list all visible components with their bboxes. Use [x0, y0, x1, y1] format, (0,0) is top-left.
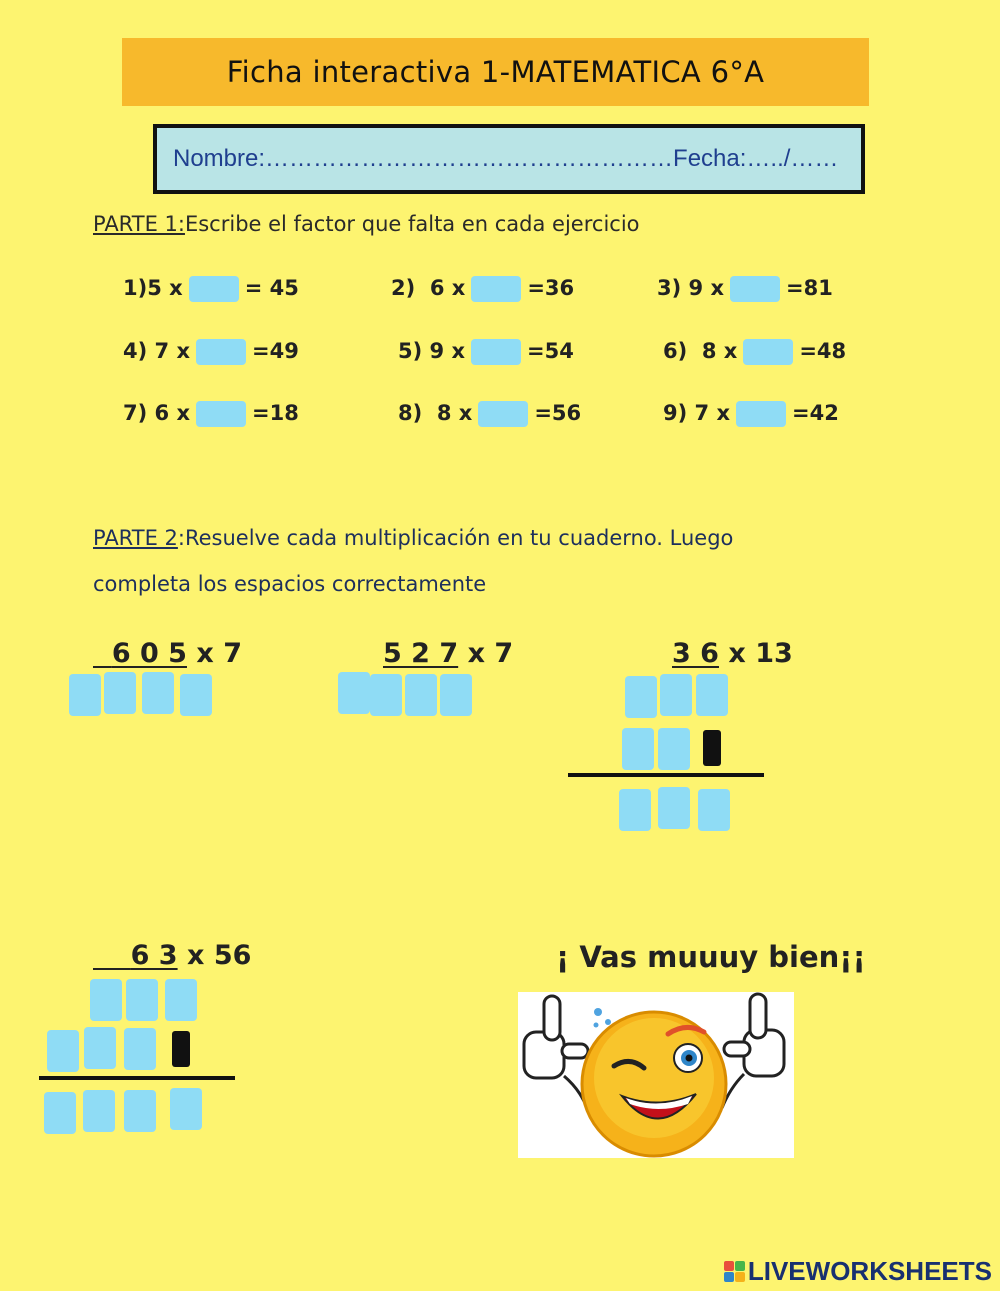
- multiplicand-digits: 6 0 5: [111, 638, 187, 669]
- exercise-left: 7 x: [154, 339, 190, 363]
- exercise-7: [123, 401, 299, 427]
- answer-box[interactable]: [440, 674, 472, 716]
- exercise-left: 6 x: [154, 401, 190, 425]
- winking-smiley-thumbs-up-icon: [518, 992, 794, 1158]
- answer-box[interactable]: [658, 787, 690, 829]
- exercise-1: [123, 276, 299, 302]
- placeholder-zero-block: [703, 730, 721, 766]
- sum-line: [39, 1076, 235, 1080]
- missing-factor-input-8[interactable]: [478, 401, 528, 427]
- exercise-right: =18: [252, 401, 299, 425]
- part1-label: PARTE 1:: [93, 212, 185, 236]
- answer-box[interactable]: [142, 672, 174, 714]
- exercise-number: 3): [657, 276, 682, 300]
- exercise-4: [123, 339, 299, 365]
- exercise-number: 1): [123, 276, 148, 300]
- exercise-8: [398, 401, 581, 427]
- exercise-6: [663, 339, 846, 365]
- multiplicand: [93, 638, 187, 669]
- exercise-right: = 45: [244, 276, 299, 300]
- multiplicand-digits: 5 2 7: [383, 638, 459, 669]
- sum-line: [568, 773, 764, 777]
- multiplier: x 7: [467, 638, 514, 669]
- answer-box[interactable]: [126, 979, 158, 1021]
- answer-box[interactable]: [625, 676, 657, 718]
- name-date-line: Nombre:……………………………………………Fecha:…../……: [173, 145, 839, 172]
- exercise-number: 9): [663, 401, 688, 425]
- exercise-right: =48: [799, 339, 847, 363]
- answer-box[interactable]: [90, 979, 122, 1021]
- praise-text: ¡ Vas muuuy bien¡¡: [556, 940, 866, 974]
- missing-factor-input-9[interactable]: [736, 401, 786, 427]
- answer-box[interactable]: [47, 1030, 79, 1072]
- exercise-number: 5): [398, 339, 423, 363]
- exercise-left: 6 x: [429, 276, 466, 300]
- answer-box[interactable]: [619, 789, 651, 831]
- placeholder-zero-block: [172, 1031, 190, 1067]
- missing-factor-input-2[interactable]: [471, 276, 521, 302]
- answer-box[interactable]: [165, 979, 197, 1021]
- liveworksheets-logo: [724, 1256, 992, 1287]
- page-title-text: Ficha interactiva 1-MATEMATICA 6°A: [226, 55, 765, 89]
- answer-box[interactable]: [69, 674, 101, 716]
- problem-63x56: [93, 940, 251, 971]
- part2-label: PARTE 2: [93, 526, 178, 550]
- exercise-9: [663, 401, 839, 427]
- missing-factor-input-7[interactable]: [196, 401, 246, 427]
- exercise-2: [391, 276, 574, 302]
- multiplicand-digits: 6 3: [130, 940, 178, 971]
- answer-box[interactable]: [104, 672, 136, 714]
- problem-527x7: [383, 638, 513, 669]
- exercise-right: =54: [527, 339, 574, 363]
- answer-box[interactable]: [696, 674, 728, 716]
- exercise-right: =49: [252, 339, 299, 363]
- problem-36x13: [672, 638, 793, 669]
- answer-box[interactable]: [170, 1088, 202, 1130]
- answer-box[interactable]: [124, 1028, 156, 1070]
- exercise-number: 7): [123, 401, 148, 425]
- exercise-right: =36: [527, 276, 575, 300]
- page-title: [122, 38, 869, 106]
- problem-605x7: [93, 638, 242, 669]
- exercise-left: 5 x: [147, 276, 183, 300]
- exercise-right: =42: [792, 401, 839, 425]
- exercise-3: [657, 276, 833, 302]
- missing-factor-input-5[interactable]: [471, 339, 521, 365]
- exercise-5: [398, 339, 574, 365]
- answer-box[interactable]: [658, 728, 690, 770]
- missing-factor-input-1[interactable]: [189, 276, 239, 302]
- answer-box[interactable]: [660, 674, 692, 716]
- part1-heading: [93, 212, 640, 236]
- missing-factor-input-6[interactable]: [743, 339, 793, 365]
- multiplicand: [672, 638, 719, 669]
- multiplier: x 56: [187, 940, 252, 971]
- answer-box[interactable]: [124, 1090, 156, 1132]
- exercise-number: 8): [398, 401, 423, 425]
- exercise-right: =81: [786, 276, 833, 300]
- exercise-right: =56: [534, 401, 582, 425]
- part1-instruction: Escribe el factor que falta en cada ejercicio: [184, 212, 640, 236]
- exercise-number: 4): [123, 339, 148, 363]
- answer-box[interactable]: [83, 1090, 115, 1132]
- multiplier: x 7: [196, 638, 242, 669]
- answer-box[interactable]: [84, 1027, 116, 1069]
- exercise-number: 6): [663, 339, 688, 363]
- name-date-box: [153, 124, 865, 194]
- multiplier: x 13: [728, 638, 793, 669]
- part2-instruction-line1: :Resuelve cada multiplicación en tu cuaderno. Luego: [177, 526, 734, 550]
- exercise-left: 8 x: [436, 401, 473, 425]
- multiplicand: [383, 638, 458, 669]
- exercise-left: 9 x: [688, 276, 724, 300]
- logo-text: LIVEWORKSHEETS: [747, 1256, 992, 1286]
- exercise-number: 2): [391, 276, 416, 300]
- answer-box[interactable]: [405, 674, 437, 716]
- part2-instruction-line2: completa los espacios correctamente: [93, 572, 487, 596]
- answer-box[interactable]: [180, 674, 212, 716]
- answer-box[interactable]: [338, 672, 370, 714]
- answer-box[interactable]: [698, 789, 730, 831]
- missing-factor-input-4[interactable]: [196, 339, 246, 365]
- part2-heading: [93, 526, 733, 550]
- exercise-left: 9 x: [429, 339, 465, 363]
- answer-box[interactable]: [622, 728, 654, 770]
- logo-blocks-icon: [724, 1261, 745, 1282]
- missing-factor-input-3[interactable]: [730, 276, 780, 302]
- multiplicand-digits: 3 6: [672, 638, 719, 669]
- answer-box[interactable]: [370, 674, 402, 716]
- multiplicand: [93, 940, 178, 971]
- exercise-left: 7 x: [694, 401, 730, 425]
- answer-box[interactable]: [44, 1092, 76, 1134]
- exercise-left: 8 x: [701, 339, 738, 363]
